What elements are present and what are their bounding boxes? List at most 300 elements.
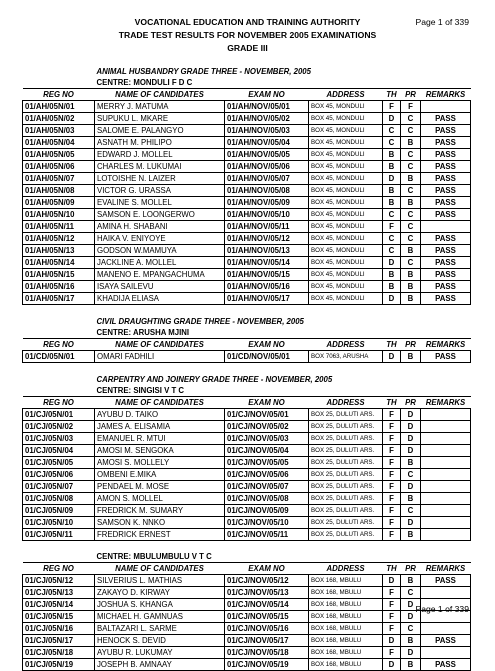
table-row bbox=[23, 245, 471, 257]
address-cell: BOX 45, MONDULI bbox=[309, 185, 383, 197]
practical-grade-cell: F bbox=[401, 101, 421, 113]
address-cell: BOX 168, MBULU bbox=[309, 611, 383, 623]
column-header-exam-no: EXAM NO bbox=[225, 339, 309, 351]
candidate-name-cell: SILVERIUS L. MATHIAS bbox=[95, 575, 225, 587]
remarks-cell: PASS bbox=[421, 161, 471, 173]
practical-grade-cell: D bbox=[401, 444, 421, 456]
remarks-cell: PASS bbox=[421, 293, 471, 305]
candidate-name-cell: SAMSON E. LOONGERWO bbox=[95, 209, 225, 221]
practical-grade-cell: C bbox=[401, 125, 421, 137]
theory-grade-cell: F bbox=[383, 516, 401, 528]
practical-grade-cell: D bbox=[401, 408, 421, 420]
exam-no-cell: 01/AH/NOV/05/13 bbox=[225, 245, 309, 257]
remarks-cell: PASS bbox=[421, 575, 471, 587]
column-header-remarks: REMARKS bbox=[421, 396, 471, 408]
exam-no-cell: 01/AH/NOV/05/06 bbox=[225, 161, 309, 173]
reg-no-cell: 01/CJ/05N/04 bbox=[23, 444, 95, 456]
exam-no-cell: 01/CJ/NOV/05/07 bbox=[225, 480, 309, 492]
theory-grade-cell: B bbox=[383, 149, 401, 161]
candidate-name-cell: MICHAEL H. GAMNUAS bbox=[95, 611, 225, 623]
exam-no-cell: 01/CJ/NOV/05/12 bbox=[225, 575, 309, 587]
remarks-cell: PASS bbox=[421, 233, 471, 245]
theory-grade-cell: F bbox=[383, 432, 401, 444]
exam-no-cell: 01/CJ/NOV/05/02 bbox=[225, 420, 309, 432]
table-row bbox=[23, 647, 471, 659]
reg-no-cell: 01/CJ/05N/13 bbox=[23, 587, 95, 599]
remarks-cell: PASS bbox=[421, 209, 471, 221]
reg-no-cell: 01/AH/05N/05 bbox=[23, 149, 95, 161]
practical-grade-cell: B bbox=[401, 281, 421, 293]
candidate-name-cell: EMANUEL R. MTUI bbox=[95, 432, 225, 444]
column-header-address: ADDRESS bbox=[309, 563, 383, 575]
column-header-pr: PR bbox=[401, 396, 421, 408]
practical-grade-cell: C bbox=[401, 221, 421, 233]
exam-no-cell: 01/CJ/NOV/05/08 bbox=[225, 492, 309, 504]
theory-grade-cell: D bbox=[383, 635, 401, 647]
exam-no-cell: 01/AH/NOV/05/08 bbox=[225, 185, 309, 197]
theory-grade-cell: F bbox=[383, 420, 401, 432]
spacer-cell bbox=[23, 327, 95, 339]
table-row bbox=[23, 659, 471, 671]
column-header-th: TH bbox=[383, 339, 401, 351]
address-cell: BOX 25, DULUTI ARS. bbox=[309, 516, 383, 528]
theory-grade-cell: F bbox=[383, 599, 401, 611]
table-row bbox=[23, 101, 471, 113]
table-row bbox=[23, 635, 471, 647]
practical-grade-cell: B bbox=[401, 269, 421, 281]
practical-grade-cell: D bbox=[401, 611, 421, 623]
candidate-name-cell: MERRY J. MATUMA bbox=[95, 101, 225, 113]
table-row bbox=[23, 408, 471, 420]
column-header-row bbox=[23, 89, 471, 101]
exam-no-cell: 01/CJ/NOV/05/04 bbox=[225, 444, 309, 456]
address-cell: BOX 168, MBULU bbox=[309, 635, 383, 647]
reg-no-cell: 01/CJ/05N/19 bbox=[23, 659, 95, 671]
theory-grade-cell: C bbox=[383, 245, 401, 257]
remarks-cell: PASS bbox=[421, 149, 471, 161]
remarks-cell bbox=[421, 480, 471, 492]
exam-no-cell: 01/AH/NOV/05/09 bbox=[225, 197, 309, 209]
theory-grade-cell: C bbox=[383, 137, 401, 149]
results-table bbox=[22, 66, 471, 671]
remarks-cell bbox=[421, 516, 471, 528]
table-row bbox=[23, 257, 471, 269]
address-cell: BOX 45, MONDULI bbox=[309, 269, 383, 281]
theory-grade-cell: D bbox=[383, 351, 401, 363]
theory-grade-cell: B bbox=[383, 197, 401, 209]
practical-grade-cell: B bbox=[401, 492, 421, 504]
reg-no-cell: 01/CJ/05N/07 bbox=[23, 480, 95, 492]
reg-no-cell: 01/CJ/05N/18 bbox=[23, 647, 95, 659]
theory-grade-cell: B bbox=[383, 269, 401, 281]
column-header-exam-no: EXAM NO bbox=[225, 396, 309, 408]
practical-grade-cell: C bbox=[401, 233, 421, 245]
reg-no-cell: 01/AH/05N/12 bbox=[23, 233, 95, 245]
table-row bbox=[23, 623, 471, 635]
table-row bbox=[23, 456, 471, 468]
address-cell: BOX 45, MONDULI bbox=[309, 245, 383, 257]
reg-no-cell: 01/CJ/05N/11 bbox=[23, 528, 95, 540]
theory-grade-cell: F bbox=[383, 468, 401, 480]
centre-label: CENTRE: MONDULI F D C bbox=[95, 77, 471, 89]
remarks-cell: PASS bbox=[421, 113, 471, 125]
address-cell: BOX 45, MONDULI bbox=[309, 101, 383, 113]
table-row bbox=[23, 137, 471, 149]
column-header-exam-no: EXAM NO bbox=[225, 563, 309, 575]
spacer-cell bbox=[23, 540, 471, 551]
centre-row bbox=[23, 327, 471, 339]
theory-grade-cell: F bbox=[383, 456, 401, 468]
theory-grade-cell: B bbox=[383, 185, 401, 197]
reg-no-cell: 01/CJ/05N/10 bbox=[23, 516, 95, 528]
centre-label: CENTRE: SINGISI V T C bbox=[95, 385, 471, 397]
spacer-cell bbox=[23, 551, 95, 563]
practical-grade-cell: C bbox=[401, 113, 421, 125]
remarks-cell: PASS bbox=[421, 185, 471, 197]
reg-no-cell: 01/AH/05N/06 bbox=[23, 161, 95, 173]
table-row bbox=[23, 504, 471, 516]
table-row bbox=[23, 125, 471, 137]
exam-no-cell: 01/AH/NOV/05/02 bbox=[225, 113, 309, 125]
candidate-name-cell: KHADIJA ELIASA bbox=[95, 293, 225, 305]
practical-grade-cell: C bbox=[401, 587, 421, 599]
centre-label: CENTRE: MBULUMBULU V T C bbox=[95, 551, 471, 563]
spacer-cell bbox=[23, 385, 95, 397]
candidate-name-cell: HAIKA V. ENIYOYE bbox=[95, 233, 225, 245]
reg-no-cell: 01/AH/05N/09 bbox=[23, 197, 95, 209]
theory-grade-cell: D bbox=[383, 575, 401, 587]
section-title: CIVIL DRAUGHTING GRADE THREE - NOVEMBER, 2005 bbox=[96, 316, 304, 326]
column-header-remarks: REMARKS bbox=[421, 563, 471, 575]
centre-row bbox=[23, 77, 471, 89]
remarks-cell: PASS bbox=[421, 257, 471, 269]
address-cell: BOX 25, DULUTI ARS. bbox=[309, 444, 383, 456]
exam-no-cell: 01/CJ/NOV/05/14 bbox=[225, 599, 309, 611]
column-header-remarks: REMARKS bbox=[421, 89, 471, 101]
practical-grade-cell: D bbox=[401, 480, 421, 492]
theory-grade-cell: B bbox=[383, 161, 401, 173]
reg-no-cell: 01/AH/05N/11 bbox=[23, 221, 95, 233]
candidate-name-cell: JAMES A. ELISAMIA bbox=[95, 420, 225, 432]
practical-grade-cell: C bbox=[401, 161, 421, 173]
practical-grade-cell: C bbox=[401, 185, 421, 197]
exam-no-cell: 01/CJ/NOV/05/19 bbox=[225, 659, 309, 671]
section-spacer bbox=[23, 305, 471, 316]
address-cell: BOX 168, MBULU bbox=[309, 599, 383, 611]
address-cell: BOX 168, MBULU bbox=[309, 575, 383, 587]
exam-no-cell: 01/CJ/NOV/05/17 bbox=[225, 635, 309, 647]
reg-no-cell: 01/AH/05N/17 bbox=[23, 293, 95, 305]
practical-grade-cell: B bbox=[401, 635, 421, 647]
reg-no-cell: 01/CJ/05N/09 bbox=[23, 504, 95, 516]
exam-no-cell: 01/CJ/NOV/05/13 bbox=[225, 587, 309, 599]
theory-grade-cell: F bbox=[383, 492, 401, 504]
column-header-remarks: REMARKS bbox=[421, 339, 471, 351]
exam-no-cell: 01/AH/NOV/05/15 bbox=[225, 269, 309, 281]
practical-grade-cell: D bbox=[401, 599, 421, 611]
candidate-name-cell: BALTAZARI L. SARME bbox=[95, 623, 225, 635]
address-cell: BOX 25, DULUTI ARS. bbox=[309, 504, 383, 516]
remarks-cell: PASS bbox=[421, 635, 471, 647]
table-row bbox=[23, 480, 471, 492]
column-header-name: NAME OF CANDIDATES bbox=[95, 396, 225, 408]
candidate-name-cell: AYUBU D. TAIKO bbox=[95, 408, 225, 420]
column-header-address: ADDRESS bbox=[309, 89, 383, 101]
candidate-name-cell: OMARI FADHILI bbox=[95, 351, 225, 363]
theory-grade-cell: F bbox=[383, 504, 401, 516]
address-cell: BOX 168, MBULU bbox=[309, 647, 383, 659]
exam-no-cell: 01/AH/NOV/05/07 bbox=[225, 173, 309, 185]
theory-grade-cell: F bbox=[383, 623, 401, 635]
table-row bbox=[23, 468, 471, 480]
exam-no-cell: 01/CJ/NOV/05/06 bbox=[225, 468, 309, 480]
remarks-cell: PASS bbox=[421, 269, 471, 281]
column-header-th: TH bbox=[383, 89, 401, 101]
address-cell: BOX 25, DULUTI ARS. bbox=[309, 408, 383, 420]
candidate-name-cell: FREDRICK M. SUMARY bbox=[95, 504, 225, 516]
exam-no-cell: 01/CD/NOV/05/01 bbox=[225, 351, 309, 363]
reg-no-cell: 01/CJ/05N/08 bbox=[23, 492, 95, 504]
table-row bbox=[23, 599, 471, 611]
address-cell: BOX 45, MONDULI bbox=[309, 161, 383, 173]
address-cell: BOX 45, MONDULI bbox=[309, 209, 383, 221]
address-cell: BOX 25, DULUTI ARS. bbox=[309, 432, 383, 444]
remarks-cell bbox=[421, 221, 471, 233]
candidate-name-cell: LOTOISHE N. LAIZER bbox=[95, 173, 225, 185]
reg-no-cell: 01/CJ/05N/05 bbox=[23, 456, 95, 468]
theory-grade-cell: F bbox=[383, 587, 401, 599]
table-row bbox=[23, 233, 471, 245]
exam-no-cell: 01/CJ/NOV/05/16 bbox=[225, 623, 309, 635]
exam-no-cell: 01/CJ/NOV/05/15 bbox=[225, 611, 309, 623]
theory-grade-cell: F bbox=[383, 444, 401, 456]
remarks-cell bbox=[421, 444, 471, 456]
exam-no-cell: 01/CJ/NOV/05/10 bbox=[225, 516, 309, 528]
exam-no-cell: 01/CJ/NOV/05/05 bbox=[225, 456, 309, 468]
remarks-cell bbox=[421, 504, 471, 516]
table-row bbox=[23, 351, 471, 363]
column-header-row bbox=[23, 339, 471, 351]
remarks-cell: PASS bbox=[421, 137, 471, 149]
reg-no-cell: 01/CJ/05N/03 bbox=[23, 432, 95, 444]
theory-grade-cell: C bbox=[383, 209, 401, 221]
practical-grade-cell: B bbox=[401, 659, 421, 671]
theory-grade-cell: D bbox=[383, 173, 401, 185]
exam-no-cell: 01/CJ/NOV/05/11 bbox=[225, 528, 309, 540]
column-header-reg-no: REG NO bbox=[23, 563, 95, 575]
column-header-reg-no: REG NO bbox=[23, 396, 95, 408]
theory-grade-cell: B bbox=[383, 281, 401, 293]
exam-no-cell: 01/CJ/NOV/05/03 bbox=[225, 432, 309, 444]
column-header-exam-no: EXAM NO bbox=[225, 89, 309, 101]
table-row bbox=[23, 492, 471, 504]
section-title-row bbox=[23, 316, 471, 327]
table-row bbox=[23, 575, 471, 587]
page-number-top: Page 1 of 339 bbox=[415, 17, 469, 27]
grade-title: GRADE III bbox=[227, 43, 268, 53]
candidate-name-cell: SUPUKU L. MKARE bbox=[95, 113, 225, 125]
table-row bbox=[23, 209, 471, 221]
column-header-pr: PR bbox=[401, 339, 421, 351]
address-cell: BOX 45, MONDULI bbox=[309, 281, 383, 293]
reg-no-cell: 01/CJ/05N/01 bbox=[23, 408, 95, 420]
exam-no-cell: 01/CJ/NOV/05/09 bbox=[225, 504, 309, 516]
practical-grade-cell: C bbox=[401, 504, 421, 516]
remarks-cell bbox=[421, 468, 471, 480]
reg-no-cell: 01/AH/05N/02 bbox=[23, 113, 95, 125]
practical-grade-cell: B bbox=[401, 137, 421, 149]
address-cell: BOX 25, DULUTI ARS. bbox=[309, 420, 383, 432]
section-title: ANIMAL HUSBANDRY GRADE THREE - NOVEMBER, 2005 bbox=[96, 67, 311, 77]
table-row bbox=[23, 587, 471, 599]
remarks-cell bbox=[421, 647, 471, 659]
remarks-cell: PASS bbox=[421, 659, 471, 671]
practical-grade-cell: C bbox=[401, 468, 421, 480]
reg-no-cell: 01/AH/05N/16 bbox=[23, 281, 95, 293]
practical-grade-cell: B bbox=[401, 528, 421, 540]
spacer-cell bbox=[23, 77, 95, 89]
address-cell: BOX 45, MONDULI bbox=[309, 173, 383, 185]
page-number-bottom: Page 1 of 339 bbox=[415, 604, 469, 614]
candidate-name-cell: HENOCK S. DEVID bbox=[95, 635, 225, 647]
reg-no-cell: 01/CJ/05N/14 bbox=[23, 599, 95, 611]
column-header-name: NAME OF CANDIDATES bbox=[95, 89, 225, 101]
theory-grade-cell: C bbox=[383, 125, 401, 137]
column-header-row bbox=[23, 396, 471, 408]
reg-no-cell: 01/CD/05N/01 bbox=[23, 351, 95, 363]
candidate-name-cell: JACKLINE A. MOLLEL bbox=[95, 257, 225, 269]
table-row bbox=[23, 420, 471, 432]
address-cell: BOX 25, DULUTI ARS. bbox=[309, 468, 383, 480]
address-cell: BOX 168, MBULU bbox=[309, 587, 383, 599]
candidate-name-cell: ZAKAYO D. KIRWAY bbox=[95, 587, 225, 599]
reg-no-cell: 01/CJ/05N/12 bbox=[23, 575, 95, 587]
candidate-name-cell: PENDAEL M. MOSE bbox=[95, 480, 225, 492]
remarks-cell bbox=[421, 456, 471, 468]
remarks-cell: PASS bbox=[421, 197, 471, 209]
theory-grade-cell: F bbox=[383, 611, 401, 623]
table-row bbox=[23, 432, 471, 444]
table-row bbox=[23, 173, 471, 185]
table-row bbox=[23, 161, 471, 173]
theory-grade-cell: F bbox=[383, 221, 401, 233]
column-header-reg-no: REG NO bbox=[23, 89, 95, 101]
address-cell: BOX 25, DULUTI ARS. bbox=[309, 528, 383, 540]
exam-no-cell: 01/AH/NOV/05/14 bbox=[225, 257, 309, 269]
reg-no-cell: 01/AH/05N/14 bbox=[23, 257, 95, 269]
address-cell: BOX 45, MONDULI bbox=[309, 221, 383, 233]
exam-no-cell: 01/CJ/NOV/05/01 bbox=[225, 408, 309, 420]
reg-no-cell: 01/CJ/05N/17 bbox=[23, 635, 95, 647]
spacer-cell bbox=[23, 66, 95, 77]
practical-grade-cell: D bbox=[401, 647, 421, 659]
column-header-name: NAME OF CANDIDATES bbox=[95, 563, 225, 575]
centre-row bbox=[23, 551, 471, 563]
table-row bbox=[23, 611, 471, 623]
table-row bbox=[23, 185, 471, 197]
table-row bbox=[23, 197, 471, 209]
theory-grade-cell: D bbox=[383, 293, 401, 305]
practical-grade-cell: B bbox=[401, 575, 421, 587]
table-row bbox=[23, 149, 471, 161]
candidate-name-cell: AMON S. MOLLEL bbox=[95, 492, 225, 504]
remarks-cell bbox=[421, 587, 471, 599]
address-cell: BOX 45, MONDULI bbox=[309, 293, 383, 305]
reg-no-cell: 01/CJ/05N/15 bbox=[23, 611, 95, 623]
centre-row bbox=[23, 385, 471, 397]
candidate-name-cell: AMOSI S. MOLLELY bbox=[95, 456, 225, 468]
table-row bbox=[23, 444, 471, 456]
exam-no-cell: 01/AH/NOV/05/03 bbox=[225, 125, 309, 137]
spacer-cell bbox=[23, 305, 471, 316]
remarks-cell bbox=[421, 492, 471, 504]
remarks-cell bbox=[421, 101, 471, 113]
reg-no-cell: 01/AH/05N/13 bbox=[23, 245, 95, 257]
remarks-cell bbox=[421, 420, 471, 432]
theory-grade-cell: F bbox=[383, 101, 401, 113]
candidate-name-cell: VICTOR G. URASSA bbox=[95, 185, 225, 197]
address-cell: BOX 45, MONDULI bbox=[309, 137, 383, 149]
candidate-name-cell: CHARLES M. LUKUMAI bbox=[95, 161, 225, 173]
candidate-name-cell: JOSHUA S. KHANGA bbox=[95, 599, 225, 611]
address-cell: BOX 45, MONDULI bbox=[309, 257, 383, 269]
spacer-cell bbox=[23, 363, 471, 374]
remarks-cell bbox=[421, 623, 471, 635]
theory-grade-cell: C bbox=[383, 233, 401, 245]
table-row bbox=[23, 516, 471, 528]
address-cell: BOX 45, MONDULI bbox=[309, 113, 383, 125]
table-row bbox=[23, 293, 471, 305]
exam-no-cell: 01/AH/NOV/05/17 bbox=[225, 293, 309, 305]
exam-no-cell: 01/AH/NOV/05/11 bbox=[225, 221, 309, 233]
practical-grade-cell: B bbox=[401, 173, 421, 185]
reg-no-cell: 01/CJ/05N/06 bbox=[23, 468, 95, 480]
reg-no-cell: 01/CJ/05N/02 bbox=[23, 420, 95, 432]
exam-no-cell: 01/AH/NOV/05/05 bbox=[225, 149, 309, 161]
authority-title: VOCATIONAL EDUCATION AND TRAINING AUTHORITY bbox=[134, 17, 361, 27]
practical-grade-cell: B bbox=[401, 456, 421, 468]
section-spacer bbox=[23, 363, 471, 374]
spacer-cell bbox=[23, 374, 95, 385]
column-header-address: ADDRESS bbox=[309, 396, 383, 408]
practical-grade-cell: C bbox=[401, 209, 421, 221]
address-cell: BOX 45, MONDULI bbox=[309, 233, 383, 245]
section-title: CARPENTRY AND JOINERY GRADE THREE - NOVEMBER, 2005 bbox=[96, 374, 333, 384]
exam-no-cell: 01/AH/NOV/05/04 bbox=[225, 137, 309, 149]
candidate-name-cell: FREDRICK ERNEST bbox=[95, 528, 225, 540]
column-header-row bbox=[23, 563, 471, 575]
reg-no-cell: 01/AH/05N/01 bbox=[23, 101, 95, 113]
practical-grade-cell: C bbox=[401, 149, 421, 161]
remarks-cell: PASS bbox=[421, 281, 471, 293]
candidate-name-cell: ISAYA SAILEVU bbox=[95, 281, 225, 293]
section-title-row bbox=[23, 66, 471, 77]
reg-no-cell: 01/AH/05N/10 bbox=[23, 209, 95, 221]
table-row bbox=[23, 221, 471, 233]
address-cell: BOX 45, MONDULI bbox=[309, 197, 383, 209]
results-title: TRADE TEST RESULTS FOR NOVEMBER 2005 EXAMINATIONS bbox=[118, 30, 377, 40]
practical-grade-cell: B bbox=[401, 245, 421, 257]
address-cell: BOX 168, MBULU bbox=[309, 659, 383, 671]
spacer-cell bbox=[23, 316, 95, 327]
reg-no-cell: 01/CJ/05N/16 bbox=[23, 623, 95, 635]
remarks-cell bbox=[421, 528, 471, 540]
reg-no-cell: 01/AH/05N/15 bbox=[23, 269, 95, 281]
table-row bbox=[23, 113, 471, 125]
column-header-address: ADDRESS bbox=[309, 339, 383, 351]
column-header-reg-no: REG NO bbox=[23, 339, 95, 351]
candidate-name-cell: SAMSON K. NNKO bbox=[95, 516, 225, 528]
